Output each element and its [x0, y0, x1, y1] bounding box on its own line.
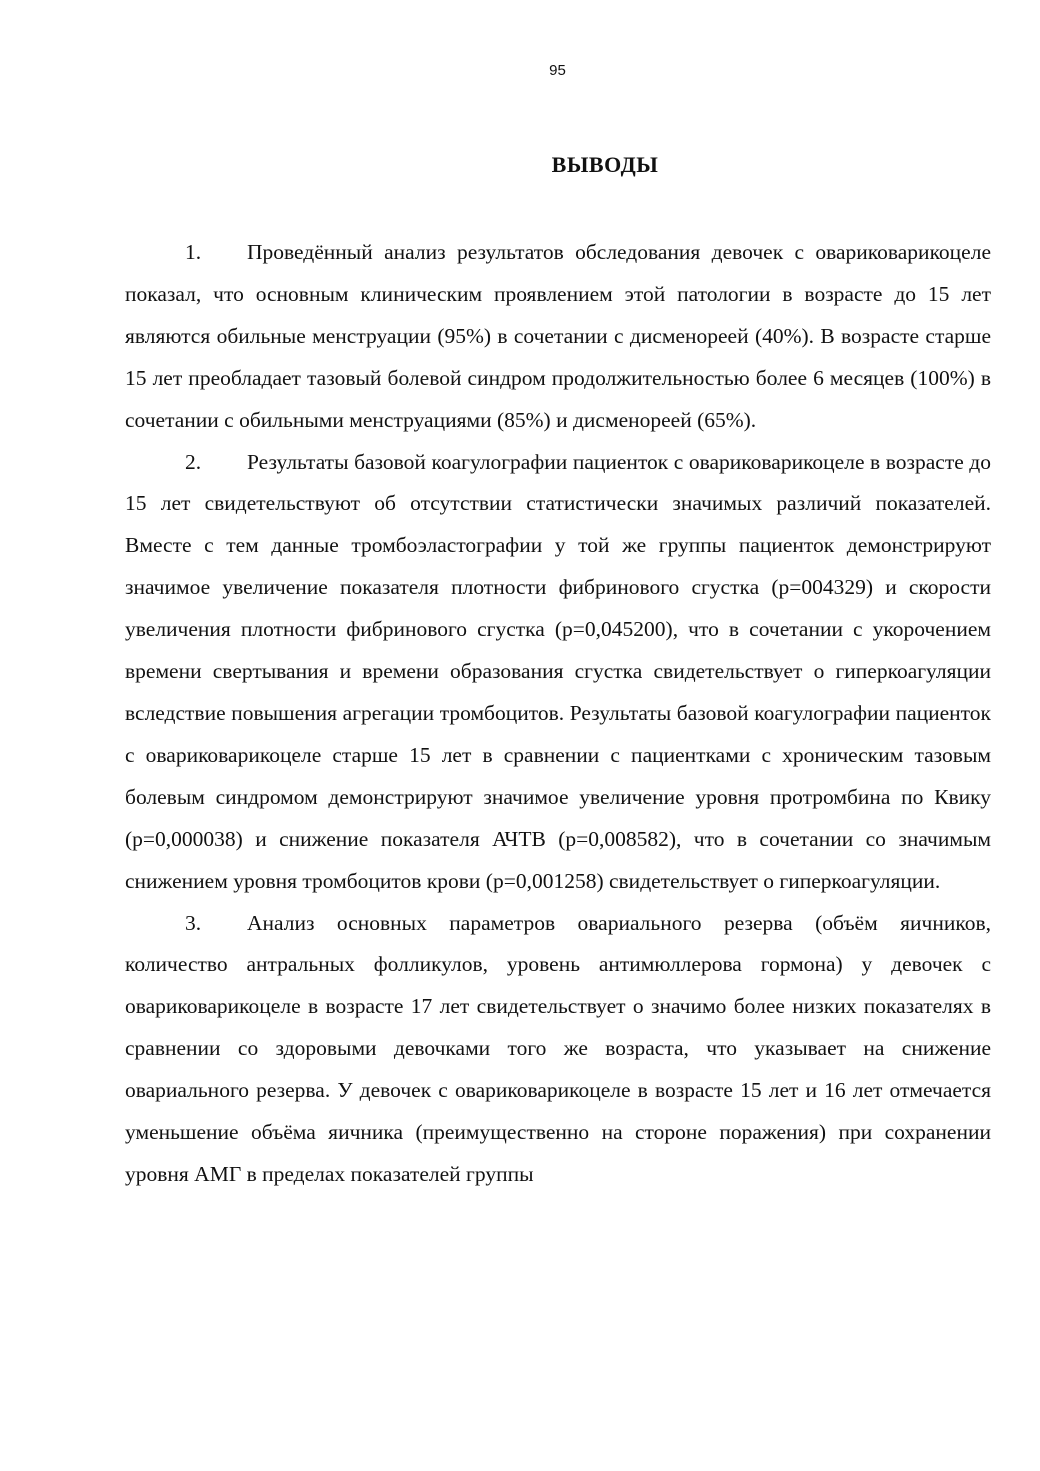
conclusions-list — [125, 232, 991, 1196]
conclusion-item-2 — [125, 442, 991, 903]
section-title: ВЫВОДЫ — [551, 152, 659, 177]
conclusion-item-3 — [125, 903, 991, 1196]
item-number: 3. — [185, 910, 202, 935]
item-text: Проведённый анализ результатов обследования девочек с овариковарикоцеле показал, что основным клиническим проявлением этой патологии в возрасте до 15 лет являются обильные менструации (95%) в сочетании с дисменореей (40%). В возрасте старше 15 лет преобладает тазовый болевой синдром продолжительностью более 6 месяцев (100%) в сочетании с обильными менструациями (85%) и дисменореей (65%). — [125, 240, 991, 432]
item-number: 2. — [185, 449, 202, 474]
item-text: Результаты базовой коагулографии пациенток с овариковарикоцеле в возрасте до 15 лет свидетельствуют об отсутствии статистически значимых различий показателей. Вместе с тем данные тромбоэластографии у той же группы пациенток демонстрируют значимое увеличение показателя плотности фибринового сгустка (p=004329) и скорости увеличения плотности фибринового сгустка (p=0,045200), что в сочетании с укорочением времени свертывания и времени образования сгустка свидетельствует о гиперкоагуляции вследствие повышения агрегации тромбоцитов. Результаты базовой коагулографии пациенток с овариковарикоцеле старше 15 лет в сравнении с пациентками с хроническим тазовым болевым синдромом демонстрируют значимое увеличение уровня протромбина по Квику (p=0,000038) и снижение показателя АЧТВ (p=0,008582), что в сочетании со значимым снижением уровня тромбоцитов крови (p=0,001258) свидетельствует о гиперкоагуляции. — [125, 449, 991, 893]
conclusion-item-1 — [125, 232, 991, 442]
page-number: 95 — [549, 62, 566, 79]
item-number: 1. — [185, 240, 202, 264]
item-text: Анализ основных параметров овариального резерва (объём яичников, количество антральных фолликулов, уровень антимюллерова гормона) у девочек с овариковарикоцеле в возрасте 17 лет свидетельствует о значимо более низких показателях в сравнении со здоровыми девочками того же возраста, что указывает на снижение овариального резерва. У девочек с овариковарикоцеле в возрасте 15 лет и 16 лет отмечается уменьшение объёма яичника (преимущественно на стороне поражения) при сохранении уровня АМГ в пределах показателей группы — [125, 910, 991, 1186]
